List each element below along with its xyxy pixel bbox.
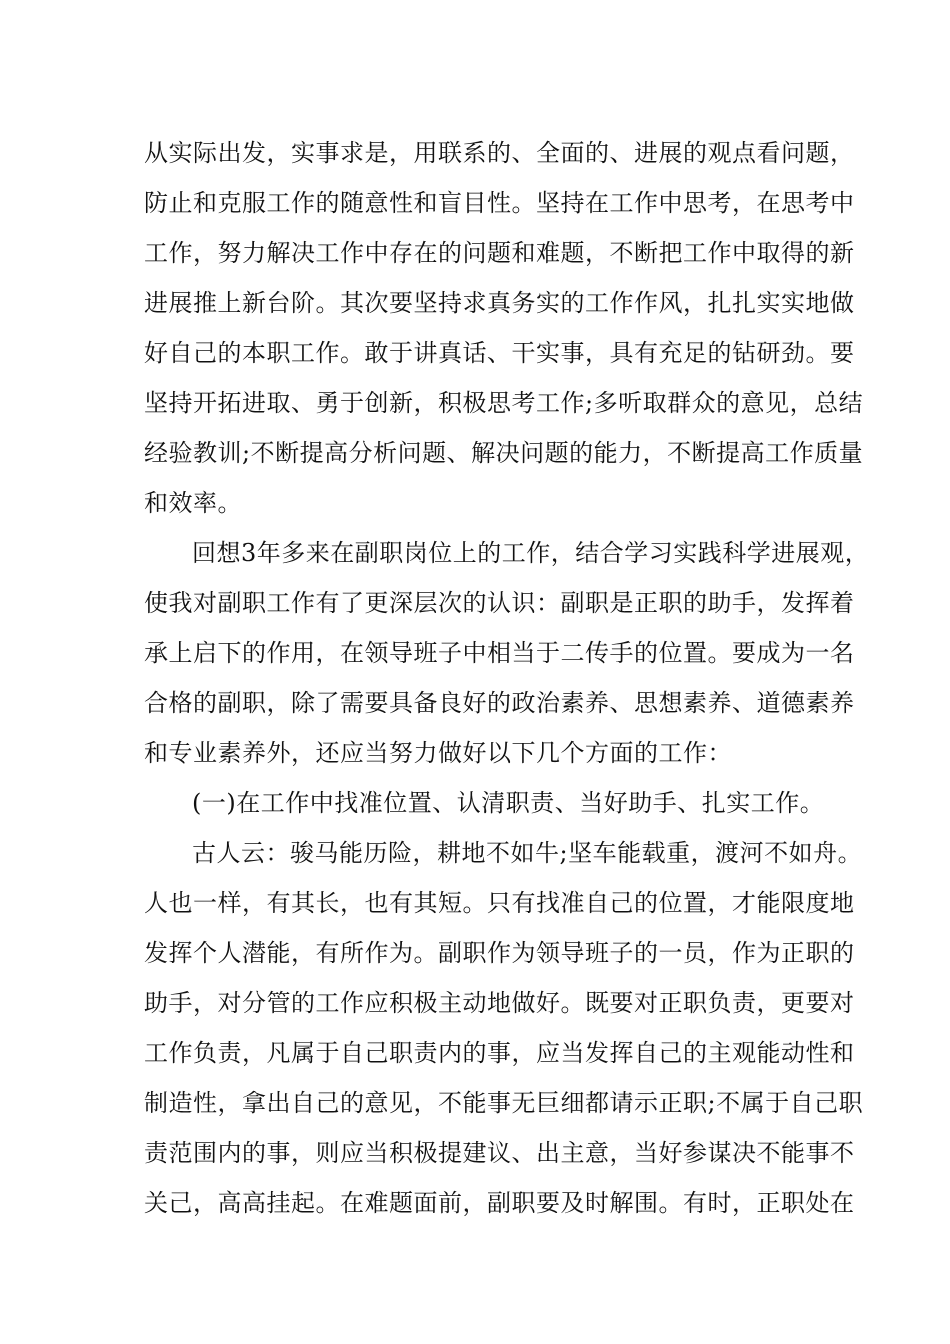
text-line: 坚 持 开 拓 进 取 、 勇 于 创 新 ， 积 极 思 考 工 作 ; 多 听 取 群 众 的 意 见 ， 总 结 [144, 389, 864, 417]
text-line: 使 我 对 副 职 工 作 有 了 更 深 层 次 的 认 识 ： 副 职 是 正 职 的 助 手 ， 发 挥 着 [144, 589, 855, 617]
text-line: 防 止 和 克 服 工 作 的 随 意 性 和 盲 目 性 。 坚 持 在 工 作 中 思 考 ， 在 思 考 中 [144, 189, 855, 217]
section-heading: (一)在工作中找准位置、认清职责、当好助手、扎实工作。 [192, 789, 825, 817]
paragraph-first-line: 回 想 3 年 多 来 在 副 职 岗 位 上 的 工 作 ， 结 合 学 习 实 践 科 学 进 展 观 ， [192, 539, 870, 567]
text-line: 从 实 际 出 发 ， 实 事 求 是 ， 用 联 系 的 、 全 面 的 、 进 展 的 观 点 看 问 题 ， [144, 139, 855, 167]
text-line: 人 也 一 样 ， 有 其 长 ， 也 有 其 短 。 只 有 找 准 自 己 的 位 置 ， 才 能 限 度 地 [144, 889, 855, 917]
text-line: 制 造 性 ， 拿 出 自 己 的 意 见 ， 不 能 事 无 巨 细 都 请 示 正 职 ; 不 属 于 自 己 职 [144, 1089, 864, 1117]
text-line: 和效率。 [144, 489, 242, 517]
body-text [144, 128, 870, 1228]
text-line: 工 作 负 责 ， 凡 属 于 自 己 职 责 内 的 事 ， 应 当 发 挥 自 己 的 主 观 能 动 性 和 [144, 1039, 855, 1067]
text-line: 进 展 推 上 新 台 阶 。 其 次 要 坚 持 求 真 务 实 的 工 作 作 风 ， 扎 扎 实 实 地 做 [144, 289, 855, 317]
text-line: 关 己 ， 高 高 挂 起 。 在 难 题 面 前 ， 副 职 要 及 时 解 围 。 有 时 ， 正 职 处 在 [144, 1189, 855, 1217]
text-line: 经 验 教 训 ; 不 断 提 高 分 析 问 题 、 解 决 问 题 的 能 力 ， 不 断 提 高 工 作 质 量 [144, 439, 864, 467]
text-line: 工 作 ， 努 力 解 决 工 作 中 存 在 的 问 题 和 难 题 ， 不 断 把 工 作 中 取 得 的 新 [144, 239, 855, 267]
text-line: 和专业素养外，还应当努力做好以下几个方面的工作： [144, 739, 732, 767]
paragraph-first-line: 古 人 云 ： 骏 马 能 历 险 ， 耕 地 不 如 牛 ; 坚 车 能 载 重 ， 渡 河 不 如 舟 。 [192, 839, 863, 867]
text-line: 责 范 围 内 的 事 ， 则 应 当 积 极 提 建 议 、 出 主 意 ， 当 好 参 谋 决 不 能 事 不 [144, 1139, 855, 1167]
text-line: 合 格 的 副 职 ， 除 了 需 要 具 备 良 好 的 政 治 素 养 、 思 想 素 养 、 道 德 素 养 [144, 689, 855, 717]
text-line: 好 自 己 的 本 职 工 作 。 敢 于 讲 真 话 、 干 实 事 ， 具 有 充 足 的 钻 研 劲 。 要 [144, 339, 855, 367]
text-line: 助 手 ， 对 分 管 的 工 作 应 积 极 主 动 地 做 好 。 既 要 对 正 职 负 责 ， 更 要 对 [144, 989, 855, 1017]
text-line: 承 上 启 下 的 作 用 ， 在 领 导 班 子 中 相 当 于 二 传 手 的 位 置 。 要 成 为 一 名 [144, 639, 855, 667]
text-line: 发 挥 个 人 潜 能 ， 有 所 作 为 。 副 职 作 为 领 导 班 子 的 一 员 ， 作 为 正 职 的 [144, 939, 855, 967]
